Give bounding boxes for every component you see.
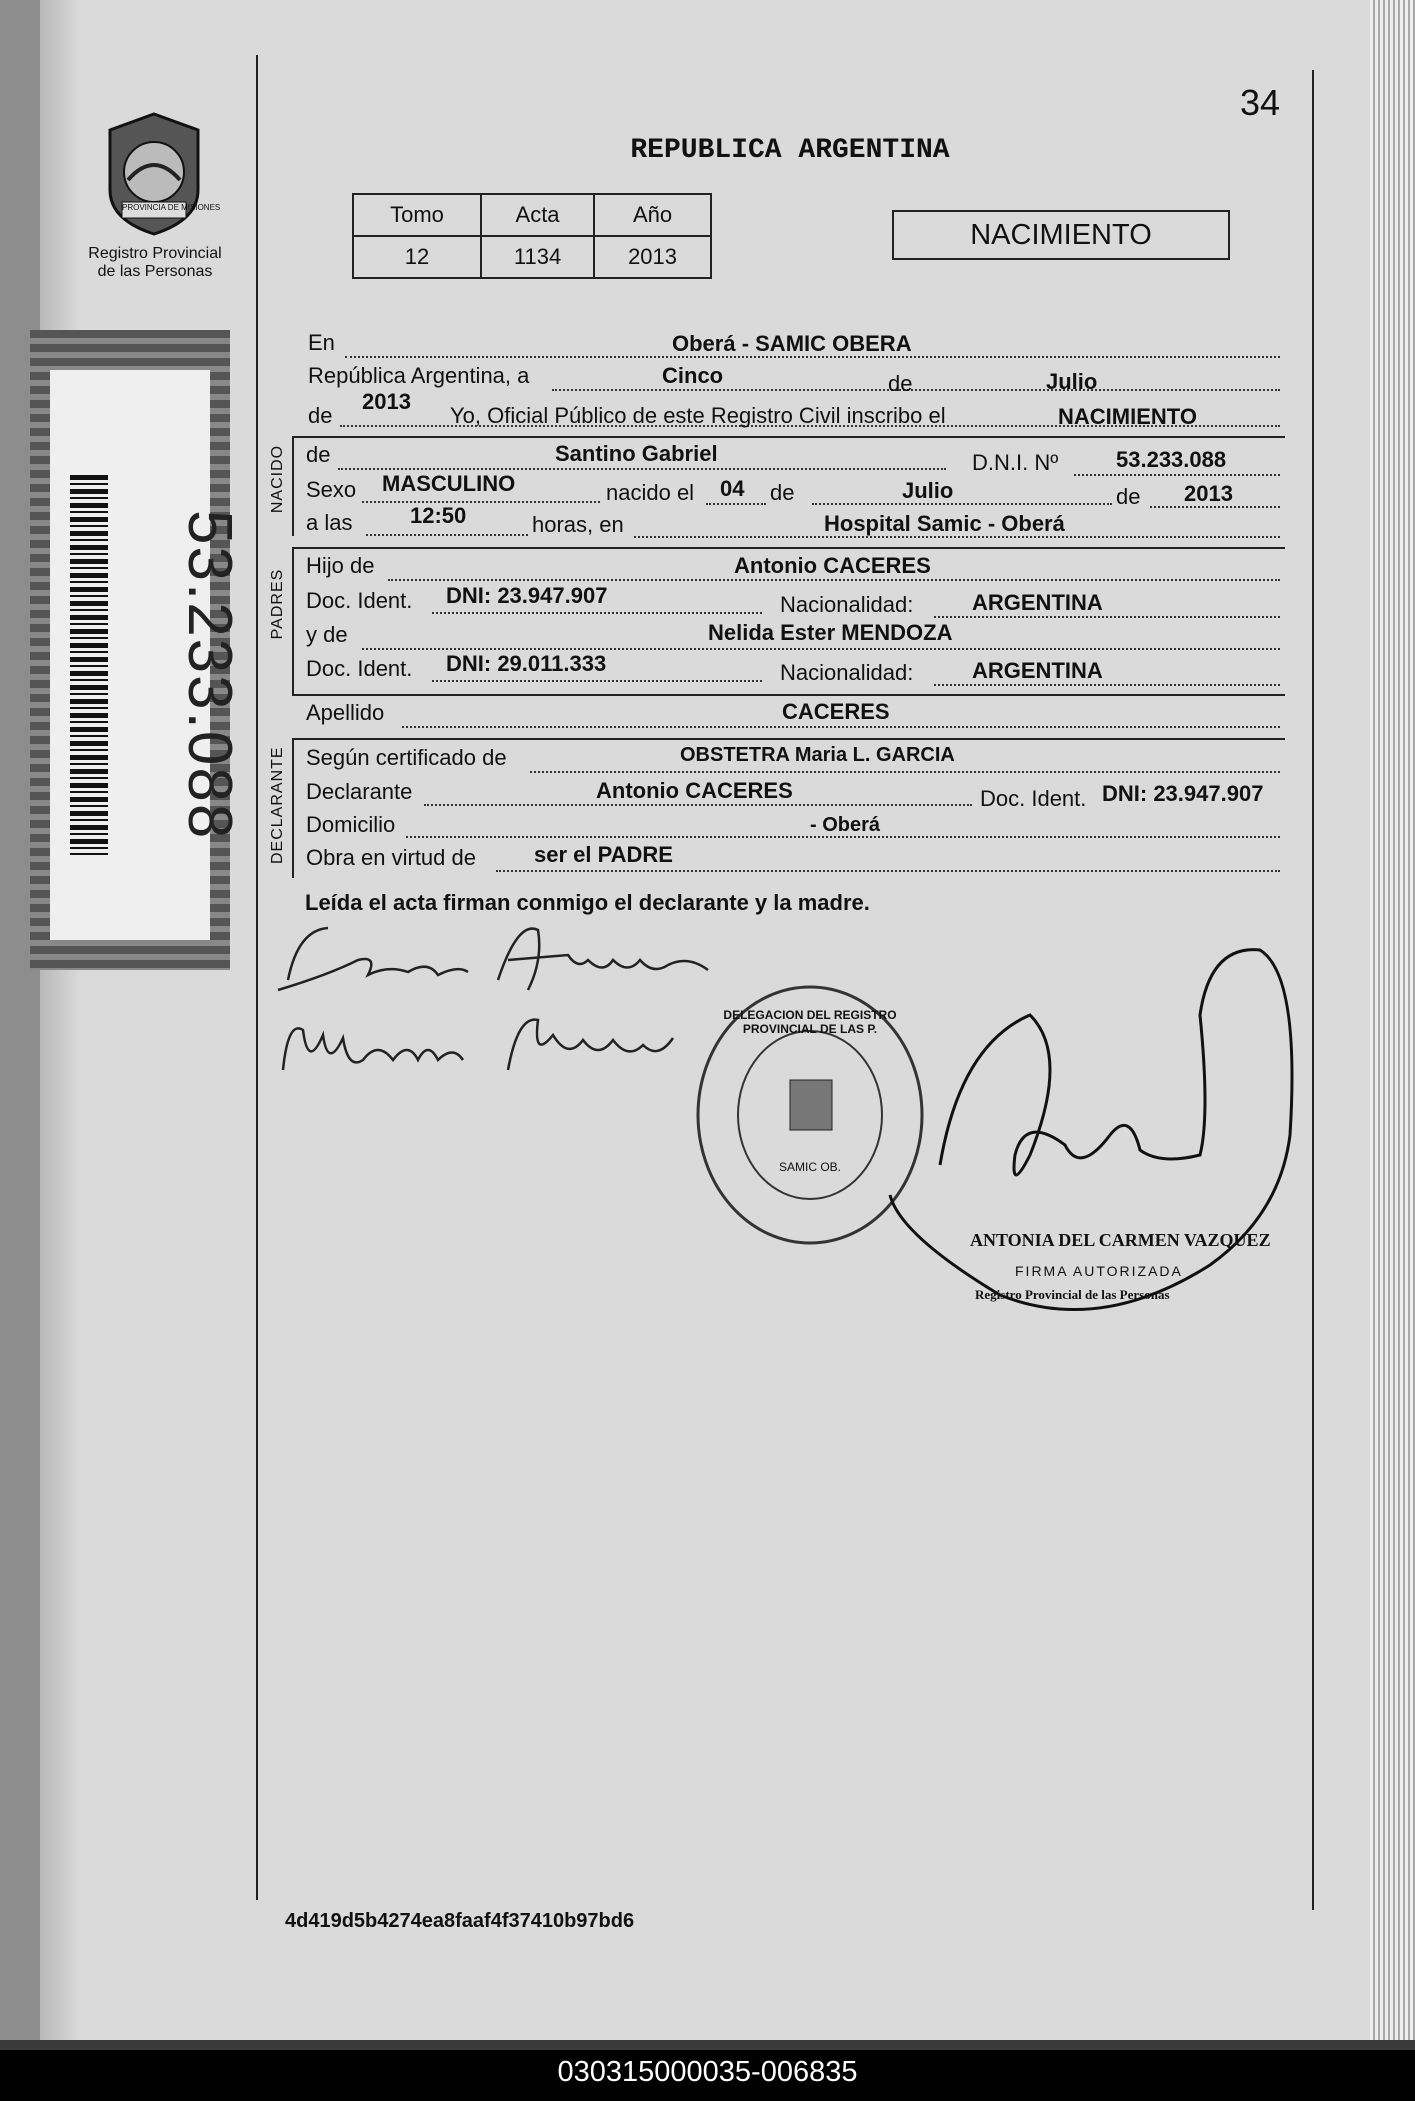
l1-label: En xyxy=(308,330,335,355)
left-margin-line xyxy=(256,55,258,1900)
de-label-2: de xyxy=(770,480,795,505)
stamp-inner-text: SAMIC OB. xyxy=(778,1160,841,1174)
alas-label: a las xyxy=(306,510,353,535)
dotted-line xyxy=(432,680,762,682)
declarante-doc-label: Doc. Ident. xyxy=(980,786,1087,811)
dotted-line xyxy=(388,579,1280,581)
record-type-box: NACIMIENTO xyxy=(892,210,1230,260)
dni-label: D.N.I. Nº xyxy=(972,450,1059,475)
nacido-de-label: de xyxy=(306,442,331,467)
mother-name: Nelida Ester MENDOZA xyxy=(708,620,953,645)
table-value-acta: 1134 xyxy=(481,236,594,278)
place-value: Oberá - SAMIC OBERA xyxy=(672,331,912,356)
registry-name: Registro Provincial de las Personas xyxy=(88,245,222,280)
child-name: Santino Gabriel xyxy=(555,441,718,466)
l3-label-a: de xyxy=(308,403,333,428)
table-value-tomo: 12 xyxy=(353,236,481,278)
father-name: Antonio CACERES xyxy=(734,553,931,578)
stamp-ring-text: DELEGACION DEL REGISTRO PROVINCIAL DE LAS P. xyxy=(723,1008,897,1036)
page-number: 34 xyxy=(1240,82,1281,123)
apellido-value: CACERES xyxy=(782,699,890,724)
de-label-3: de xyxy=(1116,484,1141,509)
l2-label-a: República Argentina, a xyxy=(308,363,530,388)
nacido-section-label: NACIDO xyxy=(269,444,286,514)
dotted-line xyxy=(812,503,1112,505)
cert-label: Según certificado de xyxy=(306,745,507,770)
padres-section-label: PADRES xyxy=(269,568,286,640)
apellido-label: Apellido xyxy=(306,700,385,725)
declarante-value: Antonio CACERES xyxy=(596,778,793,803)
mother-nationality: ARGENTINA xyxy=(972,658,1103,683)
dotted-line xyxy=(424,804,972,806)
father-nat-label: Nacionalidad: xyxy=(780,592,914,617)
obra-value: ser el PADRE xyxy=(534,842,673,867)
sexo-value: MASCULINO xyxy=(382,471,516,496)
month-value: Julio xyxy=(1046,369,1098,394)
section-divider xyxy=(292,436,1285,438)
dotted-line xyxy=(338,468,946,470)
official-name: ANTONIA DEL CARMEN VAZQUEZ xyxy=(970,1230,1271,1250)
l2-label-b: de xyxy=(888,371,913,396)
l3-label-b: Yo, Oficial Público de este Registro Civil inscribo el xyxy=(450,403,946,428)
nacido-el-label: nacido el xyxy=(606,480,695,505)
dotted-line xyxy=(530,771,1280,773)
father-doc: DNI: 23.947.907 xyxy=(446,583,608,608)
seal-text: PROVINCIA DE MISIONES xyxy=(122,203,221,212)
father-nationality: ARGENTINA xyxy=(972,590,1103,615)
section-divider xyxy=(292,738,1285,740)
barcode-number: 53.233.088 xyxy=(175,510,244,841)
left-page-edge xyxy=(0,0,40,2040)
table-header-acta: Acta xyxy=(481,194,594,236)
declarante-label: Declarante xyxy=(306,779,413,804)
mother-doc: DNI: 29.011.333 xyxy=(446,651,607,676)
official-registry: Registro Provincial de las Personas xyxy=(975,1287,1170,1302)
dotted-line xyxy=(402,726,1280,728)
year-value: 2013 xyxy=(362,389,411,414)
mother-nat-label: Nacionalidad: xyxy=(780,660,914,685)
section-bracket xyxy=(292,436,294,536)
birth-month: Julio xyxy=(902,478,954,503)
horas-label: horas, en xyxy=(532,512,624,537)
dotted-line xyxy=(362,501,600,503)
dotted-line xyxy=(934,616,1280,618)
section-bracket xyxy=(292,738,294,878)
document-hash: 4d419d5b4274ea8faaf4f37410b97bd6 xyxy=(285,1910,635,1932)
day-words: Cinco xyxy=(662,363,724,388)
dotted-line xyxy=(496,870,1280,872)
domicilio-label: Domicilio xyxy=(306,812,396,837)
hijo-de-label: Hijo de xyxy=(306,553,375,578)
footer-code: 030315000035-006835 xyxy=(557,2056,858,2088)
dotted-line xyxy=(432,612,762,614)
obra-label: Obra en virtud de xyxy=(306,845,476,870)
birth-place: Hospital Samic - Oberá xyxy=(824,511,1065,536)
sexo-label: Sexo xyxy=(306,477,357,502)
handwritten-signatures xyxy=(268,920,728,1120)
page-stack-edge xyxy=(1370,0,1415,2040)
father-doc-label: Doc. Ident. xyxy=(306,588,413,613)
birth-day: 04 xyxy=(720,476,745,501)
mother-doc-label: Doc. Ident. xyxy=(306,656,413,681)
official-title: FIRMA AUTORIZADA xyxy=(1015,1263,1183,1279)
dotted-line xyxy=(706,503,766,505)
barcode-bars xyxy=(70,475,108,855)
cert-value: OBSTETRA Maria L. GARCIA xyxy=(680,744,955,766)
table-header-tomo: Tomo xyxy=(353,194,481,236)
dotted-line xyxy=(552,389,1280,391)
child-dni: 53.233.088 xyxy=(1116,447,1227,472)
dotted-line xyxy=(362,648,1280,650)
country-title: REPUBLICA ARGENTINA xyxy=(630,135,950,166)
birth-year: 2013 xyxy=(1184,481,1233,506)
declarante-doc: DNI: 23.947.907 xyxy=(1102,781,1264,806)
section-bracket xyxy=(292,547,294,695)
table-value-ano: 2013 xyxy=(594,236,711,278)
dotted-line xyxy=(934,684,1280,686)
section-divider xyxy=(292,694,1285,696)
dotted-line xyxy=(1074,474,1280,476)
declarante-section-label: DECLARANTE xyxy=(269,746,286,864)
table-header-ano: Año xyxy=(594,194,711,236)
book-table xyxy=(352,193,712,279)
province-seal-logo xyxy=(100,110,221,238)
section-divider xyxy=(292,547,1285,549)
yde-label: y de xyxy=(306,622,348,647)
record-kind-value: NACIMIENTO xyxy=(1058,404,1197,429)
birth-time: 12:50 xyxy=(410,503,467,528)
binding-shadow xyxy=(40,0,80,2040)
closing-statement: Leída el acta firman conmigo el declarante y la madre. xyxy=(305,890,870,915)
dotted-line xyxy=(366,534,528,536)
domicilio-value: - Oberá xyxy=(810,814,881,836)
